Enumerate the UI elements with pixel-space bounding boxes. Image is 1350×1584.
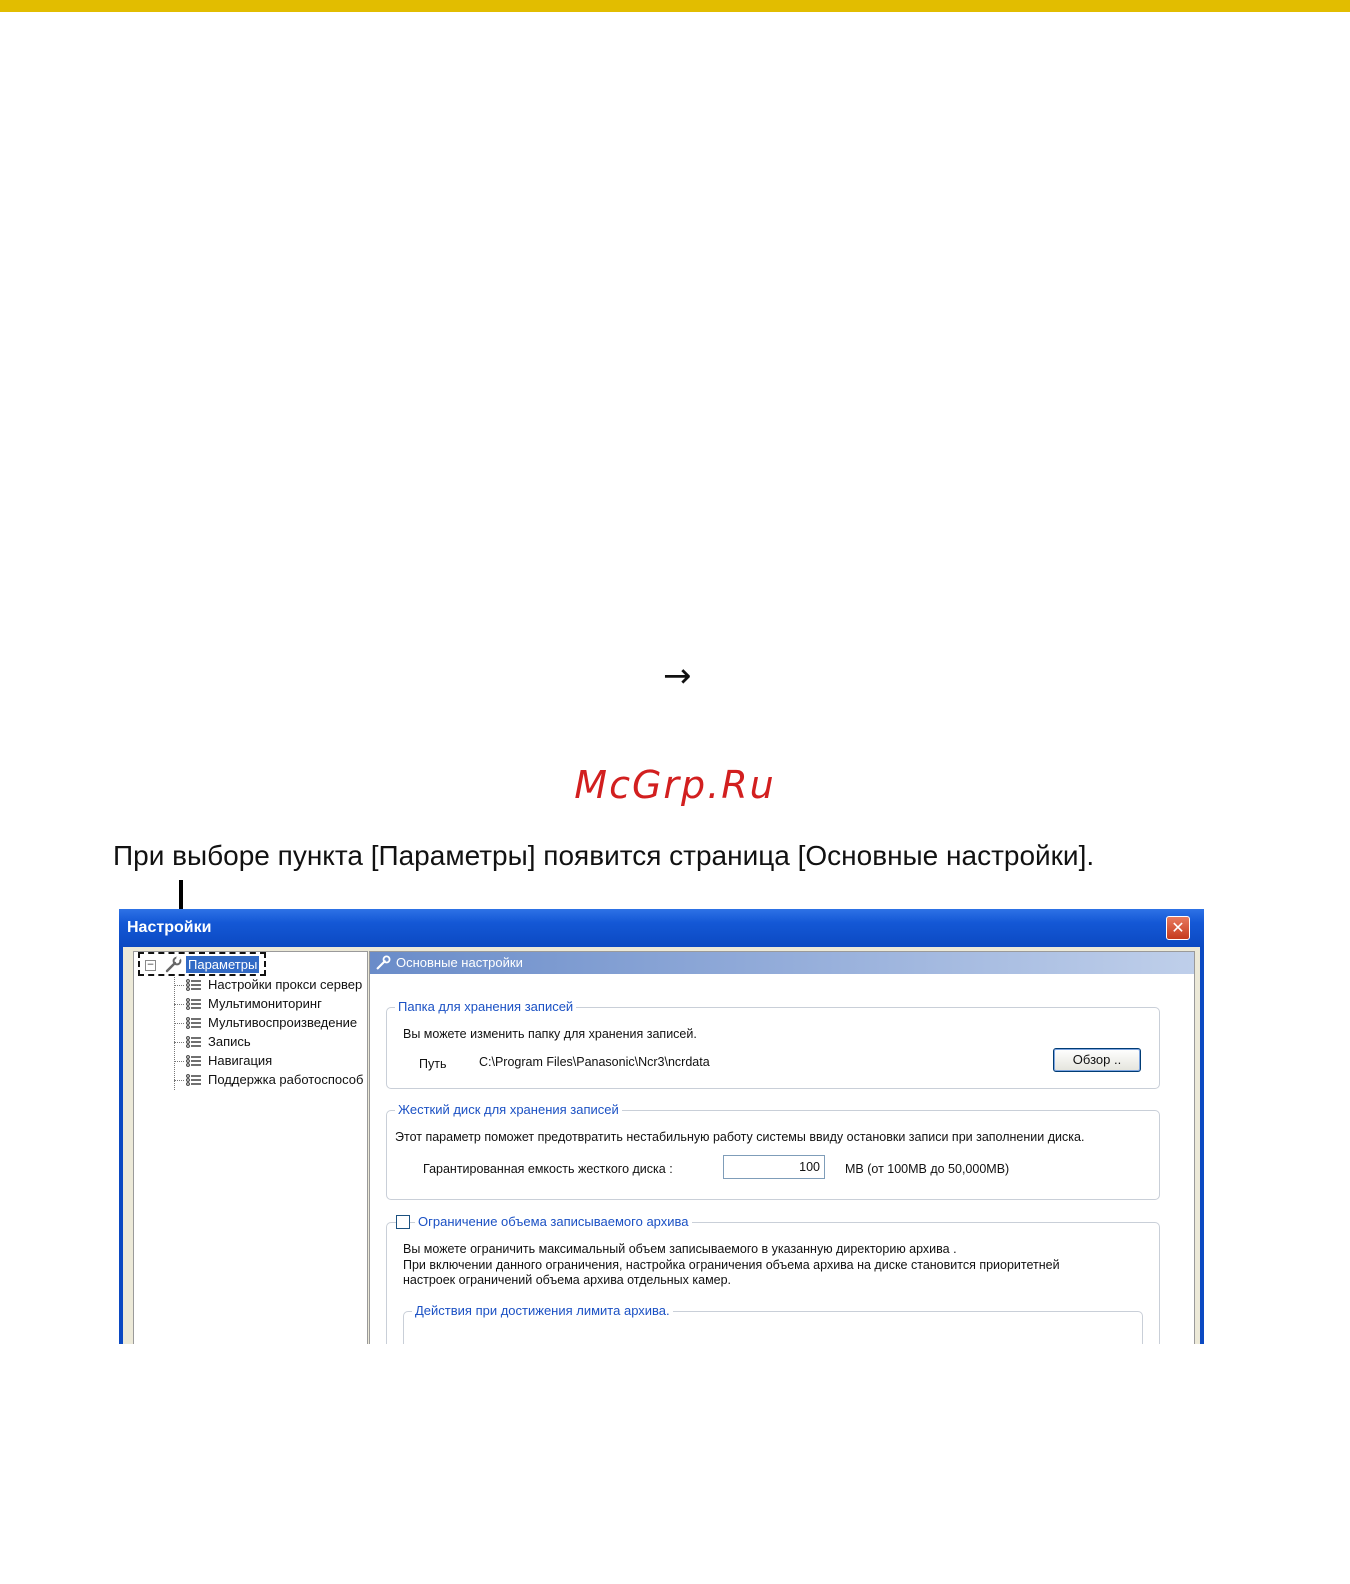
path-label: Путь (419, 1057, 447, 1071)
archive-limit-checkbox[interactable] (396, 1215, 410, 1229)
intro-text: При выборе пункта [Параметры] появится страница [Основные настройки]. (113, 840, 1095, 871)
tree-item-multimonitoring[interactable] (186, 995, 322, 1013)
path-value: C:\Program Files\Panasonic\Ncr3\ncrdata (479, 1055, 710, 1069)
archive-limit-description-line: Вы можете ограничить максимальный объем записываемого в указанную директорию архива . (403, 1242, 957, 1256)
list-icon (186, 1055, 202, 1067)
settings-pane (369, 951, 1195, 1344)
archive-limit-legend: Ограничение объема записываемого архива (415, 1214, 692, 1230)
close-icon: ✕ (1171, 918, 1185, 937)
arrow-symbol: → (663, 656, 692, 696)
tree-item-navigation[interactable] (186, 1052, 272, 1070)
settings-window (119, 909, 1204, 1344)
archive-limit-group (386, 1214, 1160, 1344)
tree-item-recording[interactable] (186, 1033, 251, 1051)
hdd-capacity-range: MB (от 100MB до 50,000MB) (845, 1162, 1010, 1176)
list-icon (186, 979, 202, 991)
window-titlebar[interactable] (119, 909, 1204, 947)
folder-group-legend: Папка для хранения записей (395, 999, 576, 1015)
tree-item-label: Настройки прокси сервер (208, 977, 363, 992)
settings-tree (133, 951, 368, 1344)
wrench-icon (375, 955, 391, 971)
list-icon (186, 998, 202, 1010)
tree-item-proxy-settings[interactable] (186, 976, 362, 994)
watermark: McGrp.Ru (574, 763, 776, 807)
tree-item-health-support[interactable] (186, 1071, 363, 1089)
folder-description: Вы можете изменить папку для хранения записей. (403, 1027, 697, 1041)
tree-item-label: Мультимониторинг (208, 996, 322, 1011)
tree-connector (174, 1080, 184, 1081)
close-button[interactable] (1166, 916, 1190, 940)
list-icon (186, 1017, 202, 1029)
tree-item-label: Запись (208, 1034, 251, 1049)
tree-connector (174, 1042, 184, 1043)
folder-group (386, 999, 1160, 1089)
window-title: Настройки (127, 919, 212, 936)
archive-limit-actions-group (403, 1303, 1143, 1344)
hdd-description: Этот параметр поможет предотвратить нестабильную работу системы ввиду остановки записи при заполнении диска. (395, 1130, 1085, 1144)
tree-item-label: Мультивоспроизведение (208, 1015, 358, 1030)
tree-item-label: Поддержка работоспособ (208, 1072, 364, 1087)
window-frame-right (1200, 947, 1204, 1344)
tree-collapse-toggle[interactable]: − (146, 960, 155, 970)
tree-connector (174, 1061, 184, 1062)
hdd-group (386, 1102, 1160, 1200)
pane-header (370, 952, 1194, 974)
tree-item-multiplayback[interactable] (186, 1014, 357, 1032)
archive-limit-actions-legend: Действия при достижения лимита архива. (412, 1303, 673, 1319)
tree-connector (174, 974, 175, 1090)
archive-limit-description-line: При включении данного ограничения, настройка ограничения объема архива на диске становится приоритетней (403, 1258, 1060, 1272)
top-accent-bar (0, 0, 1350, 12)
tree-connector (174, 1023, 184, 1024)
pane-title: Основные настройки (396, 955, 523, 970)
hdd-group-legend: Жесткий диск для хранения записей (395, 1102, 622, 1118)
hdd-capacity-label: Гарантированная емкость жесткого диска : (423, 1162, 673, 1176)
list-icon (186, 1036, 202, 1048)
browse-button[interactable]: Обзор .. (1053, 1048, 1141, 1072)
window-client-area (123, 947, 1200, 1344)
archive-limit-description-line: настроек ограничений объема архива отдельных камер. (403, 1273, 732, 1287)
tree-item-parameters[interactable]: Параметры (188, 957, 258, 972)
list-icon (186, 1074, 202, 1086)
tree-item-label: Навигация (208, 1053, 273, 1068)
hdd-capacity-input[interactable] (723, 1155, 825, 1179)
tree-connector (174, 985, 184, 986)
tree-connector (174, 1004, 184, 1005)
selection-highlight-box (138, 952, 266, 976)
